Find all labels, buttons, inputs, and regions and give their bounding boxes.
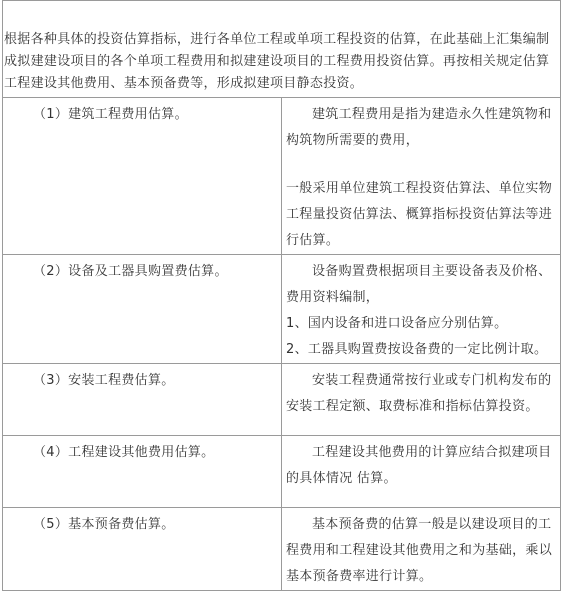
row-content-paragraph: 基本预备费的估算一般是以建设项目的工程费用和工程建设其他费用之和为基础，乘以基本预备费率进行计算。 <box>286 517 553 584</box>
row-label: （5）基本预备费估算。 <box>33 517 175 532</box>
row-label-cell <box>3 364 282 436</box>
estimation-table <box>2 0 561 591</box>
row-label: （1）建筑工程费用估算。 <box>33 107 188 122</box>
row-content-cell <box>282 508 561 591</box>
row-label-cell <box>3 508 282 591</box>
row-content-paragraph: 安装工程费通常按行业或专门机构发布的安装工程定额、取费标准和指标估算投资。 <box>286 373 552 414</box>
table-row <box>3 436 561 508</box>
row-label-cell <box>3 255 282 364</box>
row-content-paragraph: 2、工器具购置费按设备费的一定比例计取。 <box>286 342 548 357</box>
table-row <box>3 98 561 255</box>
row-content-cell <box>282 98 561 255</box>
table-row <box>3 255 561 364</box>
intro-text: 根据各种具体的投资估算指标，进行各单位工程或单项工程投资的估算，在此基础上汇集编制成拟建建设项目的各个单项工程费用和拟建建设项目的工程费用投资估算。再按相关规定估算工程建设其他费用、基本预备费等，形成拟建项目静态投资。 <box>4 32 550 91</box>
row-label-cell <box>3 436 282 508</box>
row-content-paragraph: 建筑工程费用是指为建造永久性建筑物和构筑物所需要的费用， <box>286 107 552 148</box>
row-content-paragraph: 1、国内设备和进口设备应分别估算。 <box>286 316 508 331</box>
row-content-cell <box>282 364 561 436</box>
row-content-paragraph: 设备购置费根据项目主要设备表及价格、费用资料编制， <box>286 264 552 305</box>
table-row <box>3 508 561 591</box>
row-content-cell <box>282 255 561 364</box>
intro-cell <box>3 1 561 98</box>
row-label: （2）设备及工器具购置费估算。 <box>33 264 228 279</box>
row-content-paragraph: 一般采用单位建筑工程投资估算法、单位实物工程量投资估算法、概算指标投资估算法等进行估算。 <box>286 181 553 248</box>
table-row <box>3 364 561 436</box>
row-label: （3）安装工程费估算。 <box>33 373 175 388</box>
row-label: （4）工程建设其他费用估算。 <box>33 445 215 460</box>
row-label-cell <box>3 98 282 255</box>
row-content-cell <box>282 436 561 508</box>
row-content-paragraph: 工程建设其他费用的计算应结合拟建项目的具体情况 估算。 <box>286 445 552 486</box>
